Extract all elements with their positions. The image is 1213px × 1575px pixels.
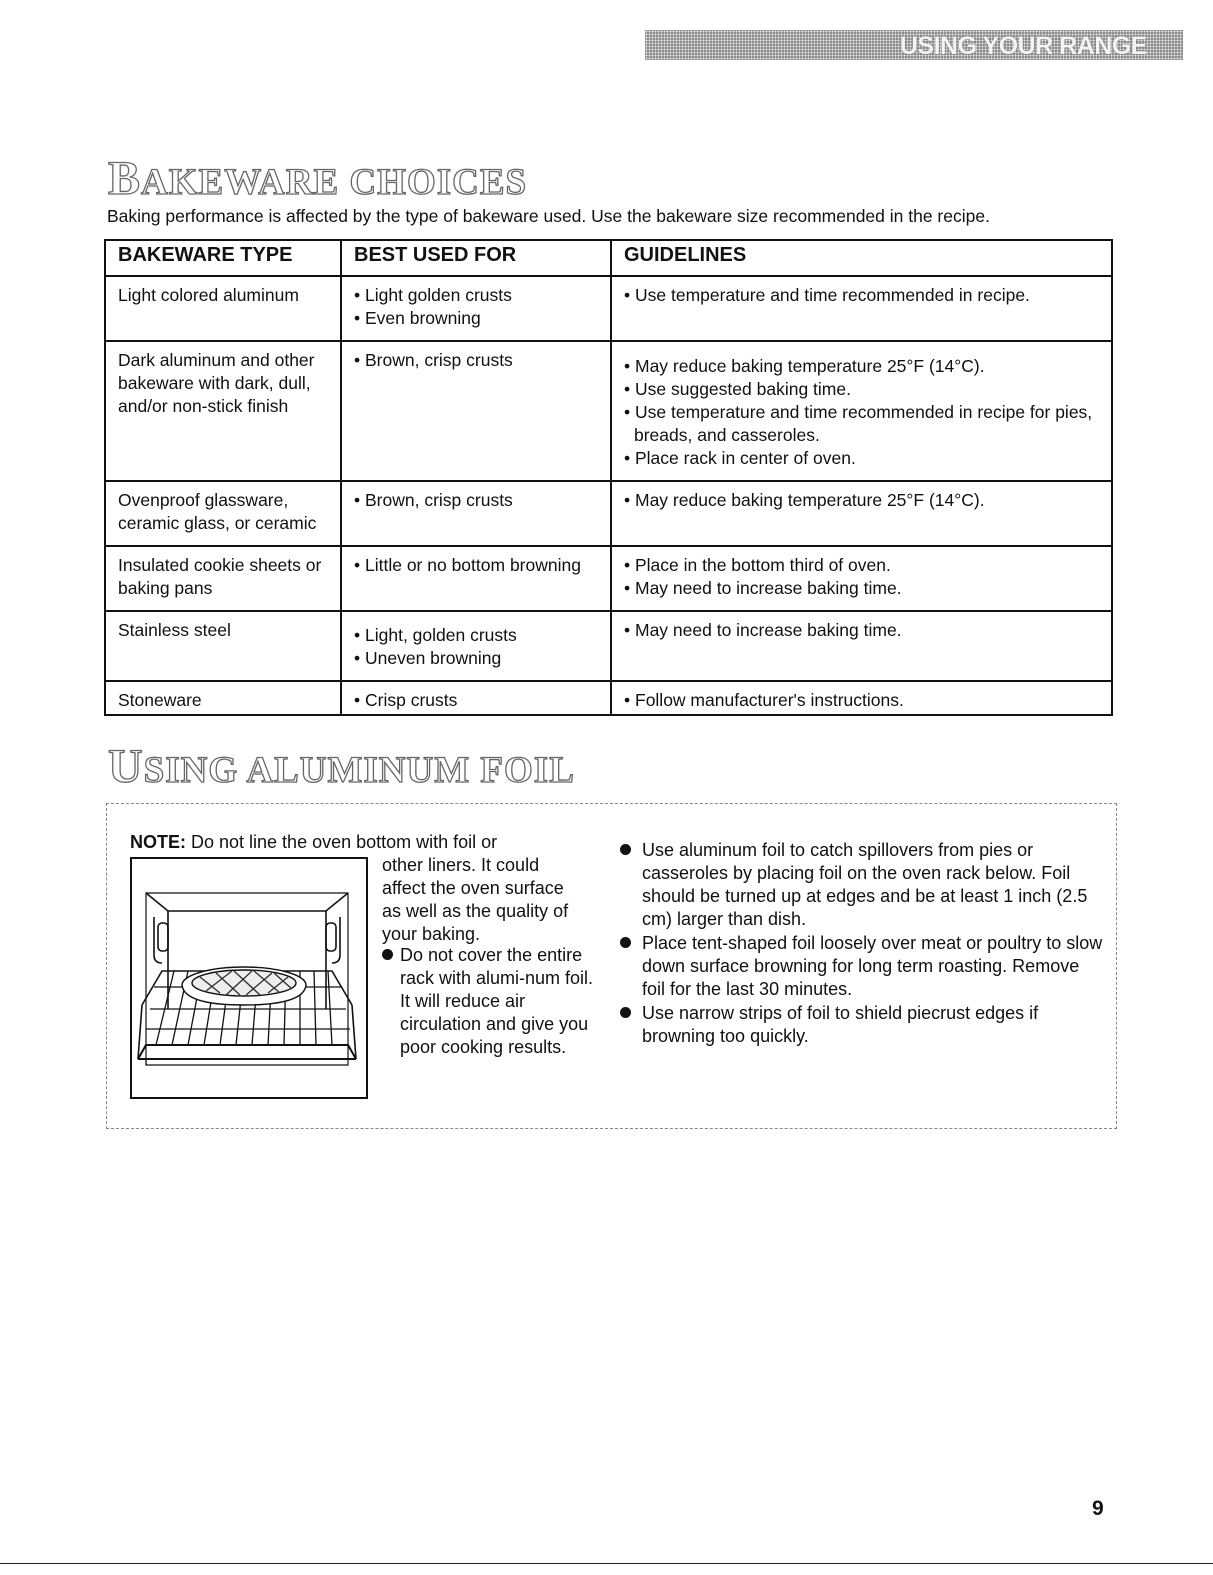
bakeware-type-cell	[105, 341, 341, 481]
column-header-best-used-for: BEST USED FOR	[341, 240, 611, 276]
guidelines-cell	[611, 681, 1112, 715]
best-used-for-cell	[341, 481, 611, 546]
guideline-item: • Place rack in center of oven.	[624, 447, 1111, 470]
bakeware-type-text: Insulated cookie sheets or baking pans	[118, 555, 322, 598]
bakeware-title-initial: B	[108, 152, 142, 205]
note-text: affect the oven surface	[382, 878, 564, 898]
bullet-dot-icon	[620, 1007, 631, 1018]
list-item	[620, 839, 1105, 931]
best-used-for-item: • Crisp crusts	[354, 689, 610, 712]
note-text: Do not line the oven bottom with foil or	[186, 832, 498, 852]
guideline-item: • May need to increase baking time.	[624, 619, 1111, 642]
table-header-row	[105, 240, 1112, 276]
best-used-for-cell	[341, 611, 611, 681]
bakeware-type-cell	[105, 611, 341, 681]
guidelines-cell	[611, 276, 1112, 341]
guideline-item: • May reduce baking temperature 25°F (14°C).	[624, 489, 1111, 512]
column-header-guidelines: GUIDELINES	[611, 240, 1112, 276]
list-item	[620, 1002, 1105, 1048]
guidelines-cell	[611, 611, 1112, 681]
bullet-dot-icon	[620, 937, 631, 948]
best-used-for-item: • Brown, crisp crusts	[354, 489, 610, 512]
best-used-for-cell	[341, 341, 611, 481]
guidelines-cell	[611, 481, 1112, 546]
foil-title-initial: U	[108, 740, 144, 793]
bakeware-type-cell	[105, 481, 341, 546]
foil-title-rest: SING ALUMINUM FOIL	[143, 750, 575, 791]
note-text: as well as the quality of	[382, 901, 569, 921]
footer-divider	[0, 1563, 1213, 1564]
bakeware-table	[104, 239, 1113, 716]
bullet-text: Place tent-shaped foil loosely over meat or poultry to slow down surface browning for long term roasting. Remove foil for the last 30 minutes.	[642, 933, 1103, 999]
guideline-item: • Use temperature and time recommended in recipe.	[624, 284, 1041, 307]
best-used-for-item: • Brown, crisp crusts	[354, 349, 610, 372]
best-used-for-item: • Light, golden crusts	[354, 624, 610, 647]
bullet-text: Use narrow strips of foil to shield piecrust edges if browning too quickly.	[642, 1003, 1039, 1046]
oven-rack-pie-illustration	[130, 857, 368, 1099]
best-used-for-cell	[341, 546, 611, 611]
bakeware-type-cell	[105, 681, 341, 715]
bakeware-type-text: Dark aluminum and other bakeware with dark, dull, and/or non-stick finish	[118, 350, 315, 416]
guideline-item: • May reduce baking temperature 25°F (14°C).	[624, 355, 1111, 378]
note-text: other liners. It could	[382, 855, 540, 875]
guideline-item: • Use suggested baking time.	[624, 378, 1111, 401]
bullet-text: Use aluminum foil to catch spillovers from pies or casseroles by placing foil on the oven rack below. Foil should be turned up at edges and be at least 1 inch (2.5 cm) larger than dish.	[642, 840, 1088, 929]
guideline-item: • Use temperature and time recommended in recipe for pies, breads, and casseroles.	[624, 401, 1111, 447]
section-header-label: USING YOUR RANGE	[899, 32, 1147, 60]
list-item	[382, 944, 597, 1059]
guideline-item: • Place in the bottom third of oven.	[624, 554, 1111, 577]
bakeware-type-text: Ovenproof glassware, ceramic glass, or ceramic	[118, 490, 317, 533]
list-item	[620, 932, 1105, 1001]
using-aluminum-foil-title	[108, 740, 575, 793]
table-row	[105, 611, 1112, 681]
note-first-line	[130, 831, 590, 854]
bakeware-type-cell	[105, 546, 341, 611]
table-row	[105, 681, 1112, 715]
bakeware-type-cell	[105, 276, 341, 341]
foil-left-bullet-list	[382, 944, 597, 1060]
table-row	[105, 546, 1112, 611]
oven-with-pie-icon	[132, 859, 362, 1093]
bakeware-type-text: Stainless steel	[118, 620, 231, 640]
guidelines-cell	[611, 341, 1112, 481]
best-used-for-cell	[341, 276, 611, 341]
best-used-for-cell	[341, 681, 611, 715]
table-row	[105, 341, 1112, 481]
bakeware-title-rest: AKEWARE CHOICES	[141, 162, 528, 203]
note-text: your baking.	[382, 924, 481, 944]
foil-right-bullet-list	[620, 839, 1105, 1049]
best-used-for-item: • Uneven browning	[354, 647, 610, 670]
column-header-bakeware-type: BAKEWARE TYPE	[105, 240, 341, 276]
bullet-dot-icon	[620, 844, 631, 855]
bakeware-intro-text: Baking performance is affected by the type of bakeware used. Use the bakeware size recommended in the recipe.	[107, 206, 990, 226]
bakeware-type-text: Stoneware	[118, 690, 202, 710]
guidelines-cell	[611, 546, 1112, 611]
section-header-banner	[645, 30, 1183, 60]
bakeware-choices-title	[108, 152, 528, 205]
best-used-for-item: • Light golden crusts	[354, 284, 610, 307]
best-used-for-item: • Little or no bottom browning	[354, 554, 610, 577]
bullet-dot-icon	[382, 949, 393, 960]
guideline-item: • Follow manufacturer's instructions.	[624, 689, 1111, 712]
bakeware-type-text: Light colored aluminum	[118, 285, 299, 305]
guideline-item: • May need to increase baking time.	[624, 577, 1111, 600]
page-number: 9	[1092, 1497, 1104, 1520]
bullet-text: Do not cover the entire rack with alumi-num foil. It will reduce air circulation and give you poor cooking results.	[400, 945, 594, 1057]
note-label: NOTE:	[130, 832, 186, 852]
best-used-for-item: • Even browning	[354, 307, 610, 330]
table-row	[105, 276, 1112, 341]
table-row	[105, 481, 1112, 546]
